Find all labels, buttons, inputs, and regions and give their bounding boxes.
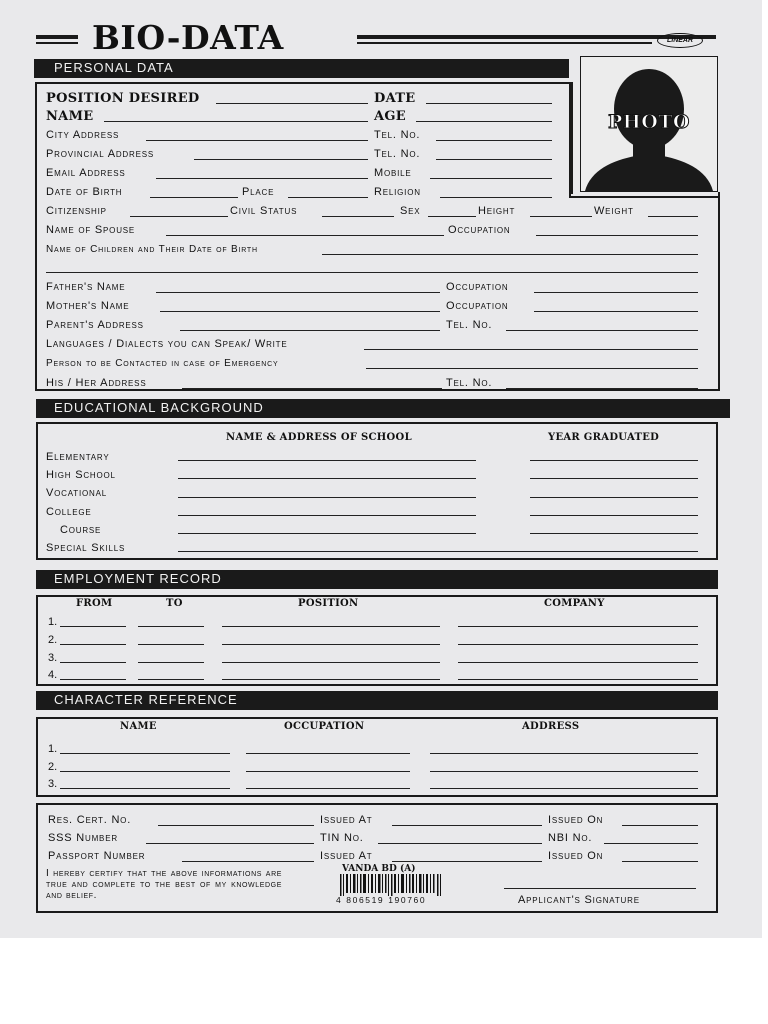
label-issued-on-passport: Issued On xyxy=(548,850,604,862)
box-joint-v xyxy=(569,82,571,198)
input-nbi[interactable] xyxy=(604,843,698,844)
label-civil-status: Civil Status xyxy=(230,205,298,217)
input-employment-company[interactable] xyxy=(458,679,698,680)
input-college-year[interactable] xyxy=(530,515,698,516)
input-name[interactable] xyxy=(104,121,368,122)
col-header-ref-occupation: OCCUPATION xyxy=(284,721,365,732)
input-position-desired[interactable] xyxy=(216,103,368,104)
input-employment-to[interactable] xyxy=(138,644,204,645)
input-employment-from[interactable] xyxy=(60,644,126,645)
col-header-school: NAME & ADDRESS OF SCHOOL xyxy=(226,432,412,443)
employment-row-number: 2. xyxy=(48,634,58,646)
input-date[interactable] xyxy=(426,103,552,104)
input-place[interactable] xyxy=(288,197,368,198)
input-city-address[interactable] xyxy=(146,140,368,141)
employment-box xyxy=(36,595,718,686)
reference-row-number: 2. xyxy=(48,761,58,773)
header-rule-right-thin xyxy=(357,42,652,44)
label-tel-no-parents: Tel. No. xyxy=(446,319,493,331)
input-reference-address[interactable] xyxy=(430,753,698,754)
input-citizenship[interactable] xyxy=(130,216,228,217)
input-employment-position[interactable] xyxy=(222,644,440,645)
input-employment-from[interactable] xyxy=(60,662,126,663)
label-special-skills: Special Skills xyxy=(46,542,126,554)
label-occupation-spouse: Occupation xyxy=(448,224,511,236)
label-city-address: City Address xyxy=(46,129,120,141)
input-course-year[interactable] xyxy=(530,533,698,534)
input-civil-status[interactable] xyxy=(322,216,394,217)
input-height[interactable] xyxy=(530,216,592,217)
input-res-cert[interactable] xyxy=(158,825,314,826)
input-age[interactable] xyxy=(416,121,552,122)
input-vocational-year[interactable] xyxy=(530,497,698,498)
label-name-of-spouse: Name of Spouse xyxy=(46,224,136,236)
label-high-school: High School xyxy=(46,469,116,481)
label-tin: TIN No. xyxy=(320,832,364,844)
label-children: Name of Children and Their Date of Birth xyxy=(46,244,258,255)
input-reference-address[interactable] xyxy=(430,771,698,772)
input-issued-at-passport[interactable] xyxy=(392,861,542,862)
input-elementary-school[interactable] xyxy=(178,460,476,461)
label-passport: Passport Number xyxy=(48,850,146,862)
label-citizenship: Citizenship xyxy=(46,205,107,217)
col-header-ref-address: ADDRESS xyxy=(522,721,580,732)
label-parents-address: Parent's Address xyxy=(46,319,144,331)
input-tin[interactable] xyxy=(378,843,542,844)
label-date-of-birth: Date of Birth xyxy=(46,186,123,198)
input-employment-position[interactable] xyxy=(222,662,440,663)
col-header-year: YEAR GRADUATED xyxy=(548,432,660,443)
label-issued-at: Issued At xyxy=(320,814,373,826)
label-nbi: NBI No. xyxy=(548,832,593,844)
label-sex: Sex xyxy=(400,205,421,217)
col-header-to: TO xyxy=(166,598,183,609)
input-college[interactable] xyxy=(178,515,476,516)
input-applicant-signature[interactable] xyxy=(504,888,696,889)
input-tel-no-provincial[interactable] xyxy=(436,159,552,160)
input-sex[interactable] xyxy=(428,216,476,217)
input-issued-at[interactable] xyxy=(392,825,542,826)
input-special-skills[interactable] xyxy=(178,551,698,552)
input-emergency-contact[interactable] xyxy=(366,368,698,369)
label-tel-no-contact: Tel. No. xyxy=(446,377,493,389)
input-high-school[interactable] xyxy=(178,478,476,479)
barcode-icon xyxy=(340,874,444,896)
input-occupation-spouse[interactable] xyxy=(536,235,698,236)
input-children-line-2[interactable] xyxy=(46,272,698,273)
employment-row-number: 3. xyxy=(48,652,58,664)
barcode-label: VANDA BD (A) xyxy=(342,864,416,874)
col-header-company: COMPANY xyxy=(544,598,605,609)
label-fathers-name: Father's Name xyxy=(46,281,126,293)
photo-placeholder[interactable] xyxy=(580,56,718,192)
input-reference-name[interactable] xyxy=(60,788,230,789)
input-employment-company[interactable] xyxy=(458,644,698,645)
input-languages[interactable] xyxy=(364,349,698,350)
input-weight[interactable] xyxy=(648,216,698,217)
input-tel-no-parents[interactable] xyxy=(506,330,698,331)
input-high-school-year[interactable] xyxy=(530,478,698,479)
label-name: NAME xyxy=(46,109,94,124)
label-tel-no-provincial: Tel. No. xyxy=(374,148,421,160)
input-employment-position[interactable] xyxy=(222,679,440,680)
col-header-from: FROM xyxy=(76,598,113,609)
input-fathers-name[interactable] xyxy=(156,292,440,293)
label-email-address: Email Address xyxy=(46,167,126,179)
box-joint xyxy=(569,196,718,198)
input-employment-to[interactable] xyxy=(138,679,204,680)
input-occupation-father[interactable] xyxy=(534,292,698,293)
input-reference-address[interactable] xyxy=(430,788,698,789)
input-mothers-name[interactable] xyxy=(160,311,440,312)
input-sss[interactable] xyxy=(146,843,314,844)
input-reference-occupation[interactable] xyxy=(246,771,410,772)
input-parents-address[interactable] xyxy=(180,330,440,331)
input-elementary-year[interactable] xyxy=(530,460,698,461)
section-header-education: EDUCATIONAL BACKGROUND xyxy=(36,399,730,418)
input-his-her-address[interactable] xyxy=(182,388,442,389)
input-provincial-address[interactable] xyxy=(194,159,368,160)
label-vocational: Vocational xyxy=(46,487,107,499)
input-date-of-birth[interactable] xyxy=(150,197,238,198)
label-course: Course xyxy=(60,524,102,536)
label-emergency-contact: Person to be Contacted in case of Emergency xyxy=(46,358,279,369)
input-tel-no[interactable] xyxy=(436,140,552,141)
input-occupation-mother[interactable] xyxy=(534,311,698,312)
photo-label: PHOTO xyxy=(608,111,690,133)
input-employment-to[interactable] xyxy=(138,662,204,663)
label-res-cert: Res. Cert. No. xyxy=(48,814,132,826)
label-religion: Religion xyxy=(374,186,421,198)
input-employment-from[interactable] xyxy=(60,626,126,627)
section-header-personal: PERSONAL DATA xyxy=(34,59,569,78)
label-age: AGE xyxy=(374,109,406,124)
reference-row-number: 1. xyxy=(48,743,58,755)
col-header-ref-name: NAME xyxy=(120,721,157,732)
barcode-number: 4 806519 190760 xyxy=(336,895,427,905)
input-reference-name[interactable] xyxy=(60,771,230,772)
label-his-her-address: His / Her Address xyxy=(46,377,147,389)
input-mobile[interactable] xyxy=(430,178,552,179)
page-title: BIO-DATA xyxy=(92,18,284,57)
label-college: College xyxy=(46,506,92,518)
input-email-address[interactable] xyxy=(156,178,368,179)
label-issued-on: Issued On xyxy=(548,814,604,826)
label-date: DATE xyxy=(374,91,416,106)
input-issued-on-passport[interactable] xyxy=(622,861,698,862)
label-provincial-address: Provincial Address xyxy=(46,148,154,160)
col-header-position: POSITION xyxy=(298,598,359,609)
employment-row-number: 4. xyxy=(48,669,58,681)
input-tel-no-contact[interactable] xyxy=(506,388,698,389)
label-occupation-mother: Occupation xyxy=(446,300,509,312)
label-weight: Weight xyxy=(594,205,634,217)
label-position-desired: POSITION DESIRED xyxy=(46,91,200,106)
reference-row-number: 3. xyxy=(48,778,58,790)
input-employment-position[interactable] xyxy=(222,626,440,627)
input-reference-occupation[interactable] xyxy=(246,753,410,754)
input-reference-name[interactable] xyxy=(60,753,230,754)
brand-logo: LINEAR xyxy=(657,33,703,48)
input-employment-from[interactable] xyxy=(60,679,126,680)
input-name-of-spouse[interactable] xyxy=(166,235,444,236)
employment-row-number: 1. xyxy=(48,616,58,628)
input-issued-on[interactable] xyxy=(622,825,698,826)
input-course[interactable] xyxy=(178,533,476,534)
label-place: Place xyxy=(242,186,275,198)
input-employment-company[interactable] xyxy=(458,662,698,663)
label-height: Height xyxy=(478,205,516,217)
input-children[interactable] xyxy=(322,254,698,255)
label-tel-no: Tel. No. xyxy=(374,129,421,141)
label-mothers-name: Mother's Name xyxy=(46,300,130,312)
certification-statement: I hereby certify that the above informations are true and complete to the best of my knowledge and belief. xyxy=(46,868,282,901)
label-sss: SSS Number xyxy=(48,832,118,844)
header-rule-left xyxy=(36,35,78,39)
header-rule-left-thin xyxy=(36,42,78,44)
label-languages: Languages / Dialects you can Speak/ Write xyxy=(46,338,288,350)
label-mobile: Mobile xyxy=(374,167,412,179)
label-occupation-father: Occupation xyxy=(446,281,509,293)
label-applicant-signature: Applicant's Signature xyxy=(518,894,640,906)
input-passport[interactable] xyxy=(182,861,314,862)
input-employment-to[interactable] xyxy=(138,626,204,627)
input-reference-occupation[interactable] xyxy=(246,788,410,789)
section-header-employment: EMPLOYMENT RECORD xyxy=(36,570,718,589)
input-vocational[interactable] xyxy=(178,497,476,498)
section-header-reference: CHARACTER REFERENCE xyxy=(36,691,718,710)
label-elementary: Elementary xyxy=(46,451,110,463)
label-issued-at-passport: Issued At xyxy=(320,850,373,862)
input-employment-company[interactable] xyxy=(458,626,698,627)
input-religion[interactable] xyxy=(440,197,552,198)
